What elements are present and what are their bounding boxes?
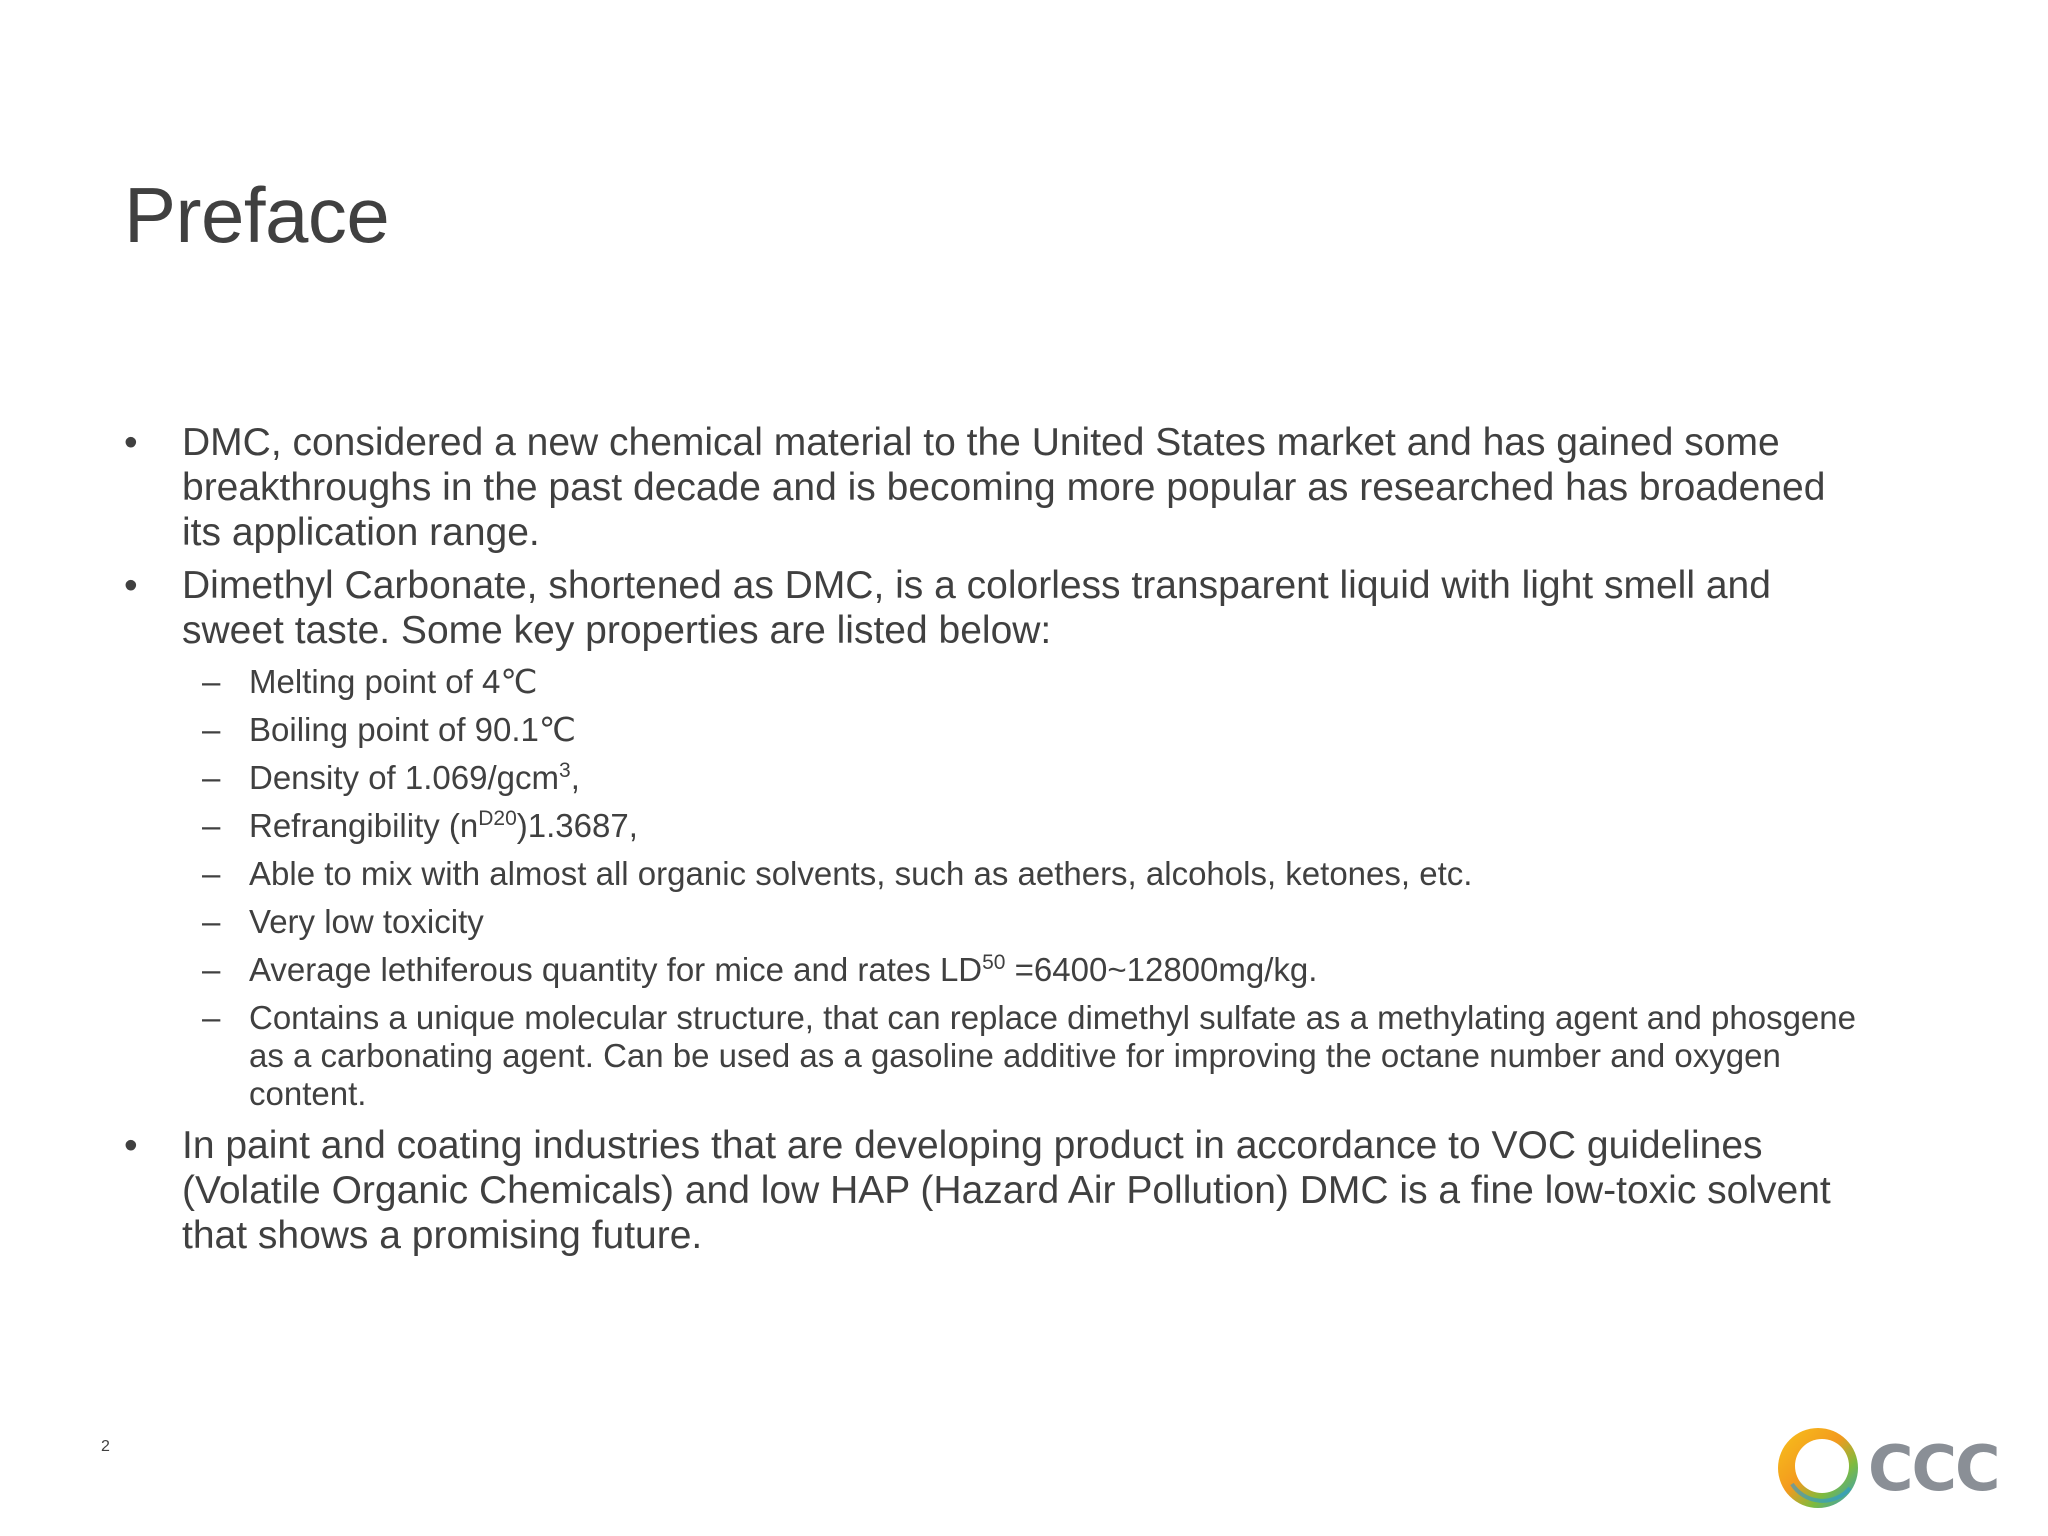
- bullet-text: Dimethyl Carbonate, shortened as DMC, is a colorless transparent liquid with light smell and sweet taste. Some key properties are listed below:: [182, 564, 1771, 652]
- property-density: – Density of 1.069/gcm$^3$,: [202, 759, 580, 796]
- bullet-item: [124, 563, 1864, 653]
- property-ld50: – Average lethiferous quantity for mice and rates $LD^{50}$ =6400~12800mg/kg.: [202, 951, 1318, 988]
- dash-icon: –: [202, 759, 221, 796]
- dash-icon: –: [202, 711, 221, 748]
- properties-list: [124, 663, 1864, 1113]
- bullet-text: DMC, considered a new chemical material to the United States market and has gained some breakthroughs in the past decade and is becoming more popular as researched has broadened its application range.: [182, 421, 1826, 554]
- bullet-text: In paint and coating industries that are developing product in accordance to VOC guidelines (Volatile Organic Chemicals) and low HAP (Hazard Air Pollution) DMC is a fine low-toxic solvent that shows a promising future.: [182, 1124, 1831, 1257]
- property-miscibility: – Able to mix with almost all organic solvents, such as aethers, alcohols, ketones, etc.: [202, 855, 1473, 892]
- property-melting-point: – Melting point of 4℃: [202, 663, 538, 700]
- bullet-icon: •: [124, 421, 138, 464]
- dash-icon: –: [202, 951, 221, 988]
- bullet-item: [124, 420, 1864, 555]
- bullet-icon: •: [124, 1124, 138, 1167]
- property-boiling-point: – Boiling point of 90.1℃: [202, 711, 576, 748]
- property-toxicity: – Very low toxicity: [202, 903, 484, 940]
- page-number: 2: [101, 1438, 110, 1455]
- dash-icon: –: [202, 855, 221, 892]
- slide-title: Preface: [124, 171, 390, 259]
- dash-icon: –: [202, 903, 221, 940]
- dash-icon: –: [202, 807, 221, 844]
- property-molecular-structure: – Contains a unique molecular structure, that can replace dimethyl sulfate as a methylating agent and phosgene as a carbonating agent. Can be used as a gasoline additive for improving the octane number and oxygen content.: [202, 999, 1856, 1112]
- dash-icon: –: [202, 999, 221, 1036]
- bullet-item: [124, 1123, 1864, 1258]
- ccc-ring-logo-icon: [1776, 1426, 1860, 1510]
- slide-content: [124, 420, 1864, 1266]
- logo-text: CCC: [1868, 1432, 1999, 1505]
- bullet-icon: •: [124, 564, 138, 607]
- property-refrangibility: – Refrangibility $(n^{D20})1.3687$,: [202, 807, 638, 844]
- dash-icon: –: [202, 663, 221, 700]
- company-logo: [1776, 1424, 1999, 1514]
